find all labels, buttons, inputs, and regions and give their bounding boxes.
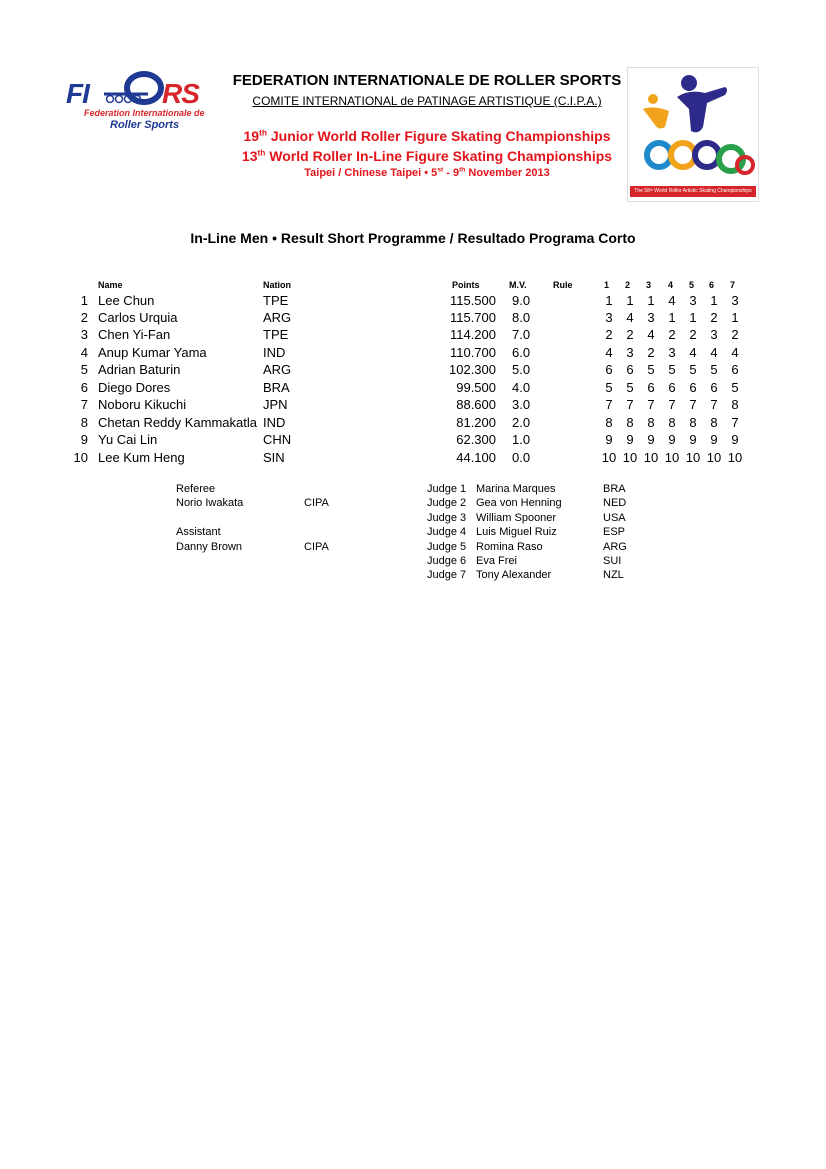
judge-place-cell: 2 — [605, 327, 613, 342]
judge-place-cell: 1 — [647, 293, 655, 308]
assistant-label: Assistant — [176, 526, 221, 538]
points-cell: 99.500 — [456, 380, 496, 395]
rank-cell: 2 — [80, 310, 88, 325]
skater-name-cell: Chen Yi-Fan — [98, 327, 171, 342]
points-cell: 62.300 — [456, 432, 496, 447]
table-row — [0, 362, 826, 379]
judge-place-cell: 8 — [647, 415, 655, 430]
referee-name: Norio Iwakata — [176, 497, 244, 509]
champ1-number: 19 — [243, 128, 260, 144]
judge-label: Judge 5 — [427, 541, 467, 553]
judge-place-cell: 7 — [626, 397, 634, 412]
judge-place-cell: 8 — [731, 397, 739, 412]
judge-place-cell: 9 — [626, 432, 634, 447]
points-cell: 115.700 — [449, 310, 496, 325]
judge-place-cell: 2 — [689, 327, 697, 342]
judge-place-cell: 8 — [626, 415, 634, 430]
judge-place-cell: 8 — [668, 415, 676, 430]
judge-place-cell: 3 — [626, 345, 634, 360]
judge-place-cell: 10 — [622, 450, 638, 465]
skater-name-cell: Adrian Baturin — [98, 362, 181, 377]
champ3-sup1: st — [437, 166, 444, 174]
points-cell: 88.600 — [456, 397, 496, 412]
judge-name: Luis Miguel Ruiz — [476, 526, 557, 538]
judge-place-cell: 5 — [710, 362, 718, 377]
judge-place-cell: 5 — [647, 362, 655, 377]
judge-place-cell: 6 — [710, 380, 718, 395]
champ1-text: Junior World Roller Figure Skating Championships — [266, 128, 611, 144]
col-header-mv: M.V. — [509, 280, 527, 290]
champ3-mid: - 9 — [443, 167, 460, 179]
judge-place-cell: 9 — [668, 432, 676, 447]
referee-org: CIPA — [304, 497, 329, 509]
judge-place-cell: 2 — [668, 327, 676, 342]
champ3-pre: Taipei / Chinese Taipei • 5 — [304, 167, 438, 179]
champ3-post: November 2013 — [465, 167, 550, 179]
judge-country: NED — [603, 497, 627, 509]
points-cell: 102.300 — [449, 362, 496, 377]
points-cell: 81.200 — [456, 415, 496, 430]
judge-country: NZL — [603, 569, 624, 581]
judge-place-cell: 10 — [643, 450, 659, 465]
judge-place-cell: 3 — [647, 310, 655, 325]
judge-place-cell: 6 — [626, 362, 634, 377]
table-row — [0, 293, 826, 310]
champ3-sup2: th — [459, 166, 466, 174]
col-header-judge-7: 7 — [730, 280, 736, 290]
judge-place-cell: 4 — [626, 310, 634, 325]
rank-cell: 8 — [80, 415, 88, 430]
judge-row — [0, 569, 826, 583]
judge-place-cell: 4 — [605, 345, 613, 360]
rank-cell: 10 — [73, 450, 88, 465]
judge-place-cell: 9 — [605, 432, 613, 447]
skater-name-cell: Yu Cai Lin — [98, 432, 158, 447]
judge-place-cell: 1 — [710, 293, 718, 308]
judge-label: Judge 1 — [427, 483, 467, 495]
points-cell: 114.200 — [449, 327, 496, 342]
rank-cell: 5 — [80, 362, 88, 377]
judge-place-cell: 1 — [689, 310, 697, 325]
judge-place-cell: 7 — [647, 397, 655, 412]
col-header-judge-6: 6 — [709, 280, 715, 290]
col-header-judge-3: 3 — [646, 280, 652, 290]
judge-row — [0, 555, 826, 569]
judge-label: Judge 6 — [427, 555, 467, 567]
judge-place-cell: 2 — [731, 327, 739, 342]
judge-place-cell: 9 — [731, 432, 739, 447]
mv-cell: 7.0 — [512, 327, 531, 342]
judge-place-cell: 4 — [689, 345, 697, 360]
col-header-judge-2: 2 — [625, 280, 631, 290]
judge-place-cell: 1 — [668, 310, 676, 325]
nation-cell: TPE — [263, 293, 289, 308]
rank-cell: 9 — [80, 432, 88, 447]
judge-place-cell: 5 — [731, 380, 739, 395]
judge-place-cell: 5 — [668, 362, 676, 377]
championship-logo — [627, 67, 759, 202]
judge-row — [0, 497, 826, 511]
mv-cell: 4.0 — [512, 380, 531, 395]
judge-name: Tony Alexander — [476, 569, 552, 581]
judge-name: Romina Raso — [476, 541, 543, 553]
table-row — [0, 450, 826, 467]
table-row — [0, 415, 826, 432]
mv-cell: 9.0 — [512, 293, 531, 308]
org-title: FEDERATION INTERNATIONALE DE ROLLER SPORTS — [232, 72, 622, 89]
judge-country: ARG — [603, 541, 627, 553]
col-header-judge-5: 5 — [689, 280, 695, 290]
points-cell: 44.100 — [456, 450, 496, 465]
judge-country: SUI — [603, 555, 622, 567]
col-header-judge-1: 1 — [604, 280, 610, 290]
result-title: In-Line Men • Result Short Programme / Resultado Programa Corto — [190, 230, 636, 246]
nation-cell: TPE — [263, 327, 289, 342]
judge-place-cell: 7 — [668, 397, 676, 412]
table-row — [0, 327, 826, 344]
nation-cell: SIN — [263, 450, 285, 465]
judge-country: ESP — [603, 526, 626, 538]
champ1-suffix: th — [259, 127, 267, 138]
judge-place-cell: 7 — [731, 415, 739, 430]
skater-name-cell: Carlos Urquia — [98, 310, 178, 325]
mv-cell: 8.0 — [512, 310, 531, 325]
judge-place-cell: 5 — [689, 362, 697, 377]
rank-cell: 3 — [80, 327, 88, 342]
table-row — [0, 380, 826, 397]
judge-place-cell: 3 — [731, 293, 739, 308]
judge-place-cell: 6 — [605, 362, 613, 377]
judge-place-cell: 6 — [689, 380, 697, 395]
judge-name: Gea von Henning — [476, 497, 562, 509]
nation-cell: IND — [263, 345, 286, 360]
table-row — [0, 432, 826, 449]
nation-cell: IND — [263, 415, 286, 430]
logo-federation-text: Federation Internationale de — [84, 108, 205, 118]
judge-name: Marina Marques — [476, 483, 556, 495]
judge-row — [0, 526, 826, 540]
judge-place-cell: 1 — [626, 293, 634, 308]
mv-cell: 3.0 — [512, 397, 531, 412]
points-cell: 115.500 — [449, 293, 496, 308]
championship-line-1 — [160, 128, 694, 144]
judge-place-cell: 6 — [731, 362, 739, 377]
judge-place-cell: 4 — [647, 327, 655, 342]
assistant-org: CIPA — [304, 541, 329, 553]
championship-location-dates — [160, 167, 694, 179]
judge-label: Judge 7 — [427, 569, 467, 581]
mv-cell: 5.0 — [512, 362, 531, 377]
judge-place-cell: 10 — [706, 450, 722, 465]
table-row — [0, 345, 826, 362]
skater-name-cell: Chetan Reddy Kammakatla — [98, 415, 257, 430]
points-cell: 110.700 — [449, 345, 496, 360]
nation-cell: BRA — [263, 380, 290, 395]
logo-banner-text: The 58ᵗʰ World Roller Artistic Skating Championships — [630, 186, 756, 197]
col-header-rule: Rule — [553, 280, 573, 290]
judge-place-cell: 6 — [668, 380, 676, 395]
judge-row — [0, 512, 826, 526]
judge-place-cell: 4 — [731, 345, 739, 360]
col-header-name: Name — [98, 280, 123, 290]
rank-cell: 1 — [80, 293, 88, 308]
rank-cell: 7 — [80, 397, 88, 412]
judge-place-cell: 3 — [689, 293, 697, 308]
table-row — [0, 397, 826, 414]
skater-name-cell: Diego Dores — [98, 380, 171, 395]
mv-cell: 2.0 — [512, 415, 531, 430]
logo-fi-text: FI — [66, 78, 89, 109]
nation-cell: ARG — [263, 362, 292, 377]
judge-label: Judge 3 — [427, 512, 467, 524]
referee-label: Referee — [176, 483, 216, 495]
assistant-name: Danny Brown — [176, 541, 243, 553]
col-header-judge-4: 4 — [668, 280, 674, 290]
rank-cell: 6 — [80, 380, 88, 395]
judge-name: Eva Frei — [476, 555, 517, 567]
judge-place-cell: 5 — [626, 380, 634, 395]
skater-name-cell: Noboru Kikuchi — [98, 397, 187, 412]
mv-cell: 1.0 — [512, 432, 531, 447]
judge-place-cell: 10 — [664, 450, 680, 465]
judge-place-cell: 4 — [710, 345, 718, 360]
judge-country: USA — [603, 512, 626, 524]
org-subtitle: COMITE INTERNATIONAL de PATINAGE ARTISTIQUE (C.I.P.A.) — [252, 94, 602, 108]
judge-name: William Spooner — [476, 512, 557, 524]
skater-name-cell: Lee Chun — [98, 293, 155, 308]
table-row — [0, 310, 826, 327]
champ2-number: 13 — [241, 148, 258, 164]
judge-place-cell: 10 — [727, 450, 743, 465]
judge-place-cell: 10 — [685, 450, 701, 465]
nation-cell: JPN — [263, 397, 288, 412]
mv-cell: 0.0 — [512, 450, 531, 465]
judge-place-cell: 2 — [626, 327, 634, 342]
judge-place-cell: 3 — [710, 327, 718, 342]
judge-country: BRA — [603, 483, 626, 495]
judge-place-cell: 8 — [689, 415, 697, 430]
judge-place-cell: 4 — [668, 293, 676, 308]
judge-place-cell: 7 — [689, 397, 697, 412]
judge-place-cell: 2 — [710, 310, 718, 325]
logo-roller-sports-text: Roller Sports — [110, 119, 180, 131]
col-header-points: Points — [452, 280, 480, 290]
skater-emblem-icon — [629, 69, 757, 187]
rank-cell: 4 — [80, 345, 88, 360]
judge-place-cell: 7 — [605, 397, 613, 412]
col-header-nation: Nation — [263, 280, 291, 290]
judge-row — [0, 541, 826, 555]
champ2-text: World Roller In-Line Figure Skating Championships — [265, 148, 613, 164]
judge-place-cell: 6 — [647, 380, 655, 395]
judge-place-cell: 3 — [605, 310, 613, 325]
judge-label: Judge 2 — [427, 497, 467, 509]
skater-name-cell: Anup Kumar Yama — [98, 345, 207, 360]
judge-place-cell: 9 — [647, 432, 655, 447]
champ2-suffix: th — [257, 147, 266, 158]
nation-cell: ARG — [263, 310, 292, 325]
judge-place-cell: 9 — [689, 432, 697, 447]
judge-place-cell: 10 — [601, 450, 617, 465]
judge-label: Judge 4 — [427, 526, 467, 538]
judge-place-cell: 1 — [605, 293, 613, 308]
judge-place-cell: 1 — [731, 310, 739, 325]
logo-rs-text: RS — [162, 78, 199, 109]
judge-place-cell: 8 — [710, 415, 718, 430]
championship-line-2 — [160, 148, 694, 164]
judge-place-cell: 8 — [605, 415, 613, 430]
judge-place-cell: 2 — [647, 345, 655, 360]
judge-place-cell: 7 — [710, 397, 718, 412]
skate-wheels-icon — [100, 68, 164, 108]
judge-row — [0, 483, 826, 497]
judge-place-cell: 3 — [668, 345, 676, 360]
judge-place-cell: 9 — [710, 432, 718, 447]
nation-cell: CHN — [263, 432, 292, 447]
judge-place-cell: 5 — [605, 380, 613, 395]
skater-name-cell: Lee Kum Heng — [98, 450, 185, 465]
mv-cell: 6.0 — [512, 345, 531, 360]
